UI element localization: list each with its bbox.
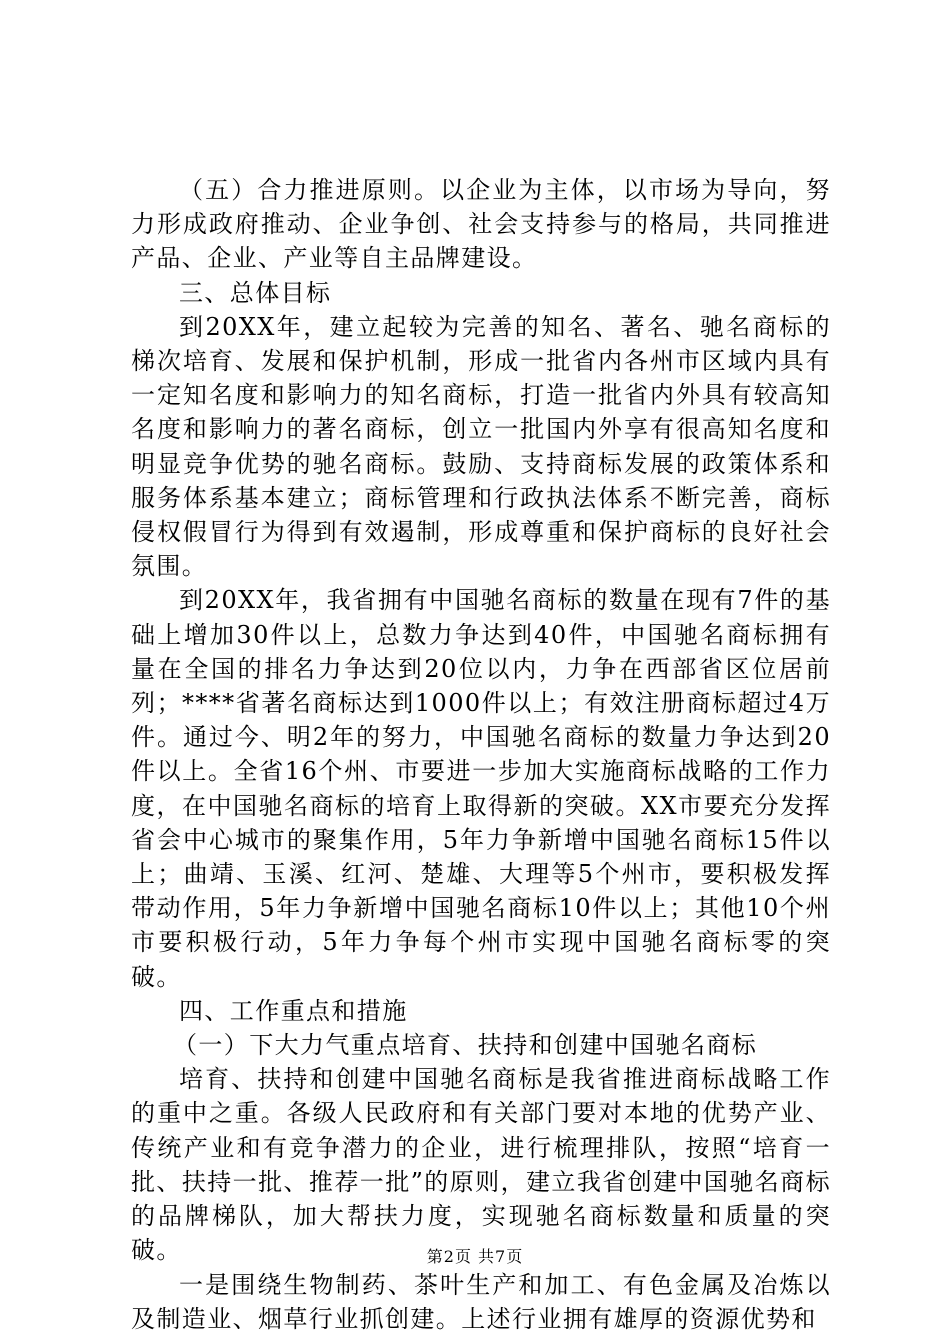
subsection-heading-1: （一）下大力气重点培育、扶持和创建中国驰名商标 [173, 1031, 758, 1060]
page-number-footer: 第2页 共7页 [426, 1247, 524, 1266]
section-heading-key-work: 四、工作重点和措施 [179, 996, 408, 1025]
paragraph-goals-targets: 到20XX年，我省拥有中国驰名商标的数量在现有7件的基础上增加30件以上，总数力争达到40件，中国驰名商标拥有量在全国的排名力争达到20位以内，力争在西部省区位居前列；****省著名商标达到1000件以上；有效注册商标超过4万件。通过今、明2年的努力，中国驰名商标的数量力争达到20件以上。全省16个州、市要进一步加大实施商标战略的工作力度，在中国驰名商标的培育上取得新的突破。XX市要充分发挥省会中心城市的聚集作用，5年力争新增中国驰名商标15件以上；曲靖、玉溪、红河、楚雄、大理等5个州市，要积极发挥带动作用，5年力争新增中国驰名商标10件以上；其他10个州市要积极行动，5年力争每个州市实现中国驰名商标零的突破。 [131, 586, 831, 991]
paragraph-principle-5: （五）合力推进原则。以企业为主体，以市场为导向，努力形成政府推动、企业争创、社会支持参与的格局，共同推进产品、企业、产业等自主品牌建设。 [131, 176, 831, 273]
paragraph-goals-overview: 到20XX年，建立起较为完善的知名、著名、驰名商标的梯次培育、发展和保护机制，形成一批省内各州市区域内具有一定知名度和影响力的知名商标，打造一批省内外具有较高知名度和影响力的著名商标，创立一批国内外享有很高知名度和明显竞争优势的驰名商标。鼓励、支持商标发展的政策体系和服务体系基本建立；商标管理和行政执法体系不断完善，商标侵权假冒行为得到有效遏制，形成尊重和保护商标的良好社会氛围。 [131, 312, 831, 581]
paragraph-cultivation: 培育、扶持和创建中国驰名商标是我省推进商标战略工作的重中之重。各级人民政府和有关部门要对本地的优势产业、传统产业和有竞争潜力的企业，进行梳理排队，按照“培育一批、扶持一批、推荐一批”的原则，建立我省创建中国驰名商标的品牌梯队，加大帮扶力度，实现驰名商标数量和质量的突破。 [131, 1065, 831, 1265]
section-heading-overall-goals: 三、总体目标 [179, 278, 332, 307]
document-body [131, 173, 831, 1336]
paragraph-industries: 一是围绕生物制药、茶叶生产和加工、有色金属及冶炼以及制造业、烟草行业抓创建。上述行业拥有雄厚的资源优势和 [131, 1270, 831, 1333]
